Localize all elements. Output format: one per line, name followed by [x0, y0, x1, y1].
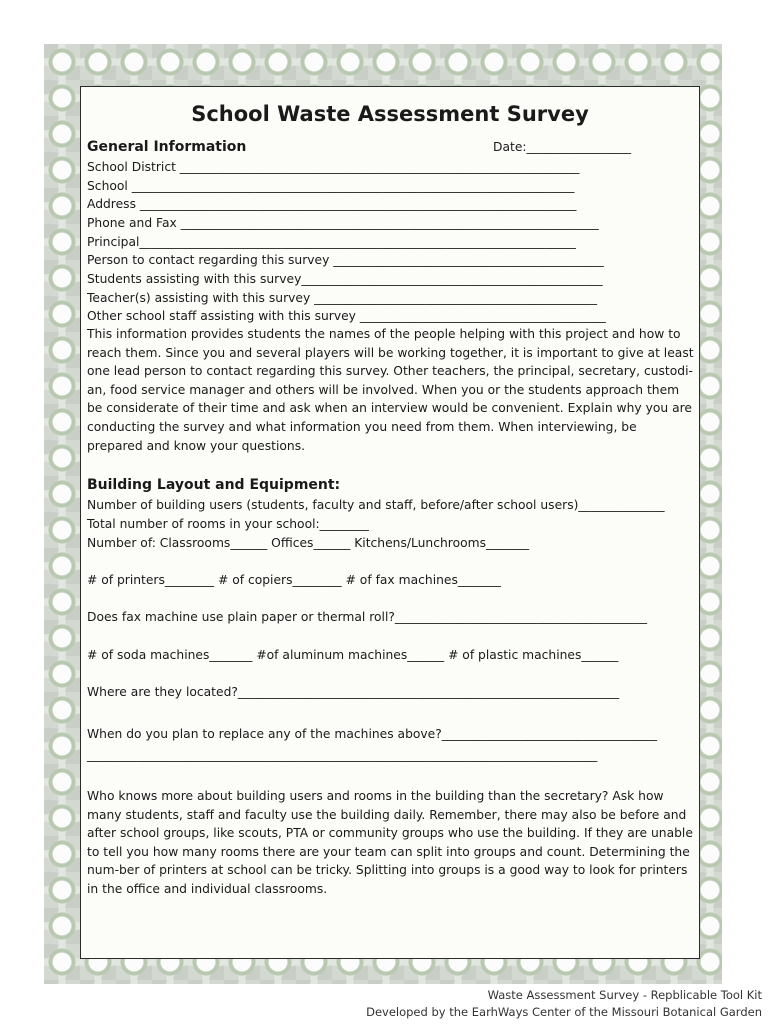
school-district-field[interactable]: School District _________________________________________________________________: [87, 160, 580, 174]
printers-copiers-fax-field[interactable]: # of printers________ # of copiers________ # of fax machines_______: [87, 573, 501, 587]
page-footer: [366, 987, 762, 1021]
machine-location-field[interactable]: Where are they located?______________________________________________________________: [87, 685, 620, 699]
address-field[interactable]: Address _______________________________________________________________________: [87, 197, 577, 211]
survey-form-panel: [80, 86, 700, 959]
vending-machines-field[interactable]: # of soda machines_______ #of aluminum machines______ # of plastic machines______: [87, 648, 619, 662]
general-info-heading: General Information: [87, 139, 247, 155]
school-field[interactable]: School ________________________________________________________________________: [87, 179, 575, 193]
fax-paper-type-field[interactable]: Does fax machine use plain paper or thermal roll?_________________________________________: [87, 610, 648, 624]
phone-fax-field[interactable]: Phone and Fax ____________________________________________________________________: [87, 216, 599, 230]
date-field[interactable]: Date:_________________: [493, 140, 632, 154]
replace-machines-continuation[interactable]: ___________________________________________________________________________________: [87, 748, 598, 762]
building-layout-heading: Building Layout and Equipment:: [87, 477, 341, 493]
total-rooms-field[interactable]: Total number of rooms in your school:________: [87, 517, 369, 531]
general-info-paragraph: This information provides students the names of the people helping with this project and how to reach them. Since you and several players will be working together, it is important to give at least one lead person to contact regarding this survey. Other teachers, the principal, secretary, custodi-an, food service manager and others will be involved. When you or the students approach them be considerate of their time and ask when an interview would be convenient. Explain why you are conducting the survey and what information you need from them. When interviewing, be prepared and know your questions.: [87, 327, 694, 453]
building-info-paragraph: Who knows more about building users and rooms in the building than the secretary? Ask how many students, staff and faculty use the building daily. Remember, there may also be before and after school groups, like scouts, PTA or community groups who use the building. If they are unable to tell you how many rooms there are your team can split into groups and count. Determining the num-ber of printers at school can be tricky. Splitting into groups is a good way to look for printers in the office and individual classrooms.: [87, 789, 693, 896]
principal-field[interactable]: Principal_______________________________________________________________________: [87, 235, 576, 249]
room-counts-field[interactable]: Number of: Classrooms______ Offices______ Kitchens/Lunchrooms_______: [87, 536, 530, 550]
replace-machines-field[interactable]: When do you plan to replace any of the machines above?___________________________________: [87, 727, 657, 741]
building-users-field[interactable]: Number of building users (students, faculty and staff, before/after school users)______________: [87, 498, 665, 512]
teachers-assisting-field[interactable]: Teacher(s) assisting with this survey ______________________________________________: [87, 291, 597, 305]
students-assisting-field[interactable]: Students assisting with this survey_________________________________________________: [87, 272, 603, 286]
page-title: School Waste Assessment Survey: [191, 102, 589, 126]
contact-person-field[interactable]: Person to contact regarding this survey ____________________________________________: [87, 253, 604, 267]
other-staff-field[interactable]: Other school staff assisting with this survey ________________________________________: [87, 309, 606, 323]
footer-toolkit-line: Waste Assessment Survey - Repblicable Tool Kit: [487, 988, 762, 1002]
footer-credit-line: Developed by the EarhWays Center of the Missouri Botanical Garden: [366, 1005, 762, 1019]
